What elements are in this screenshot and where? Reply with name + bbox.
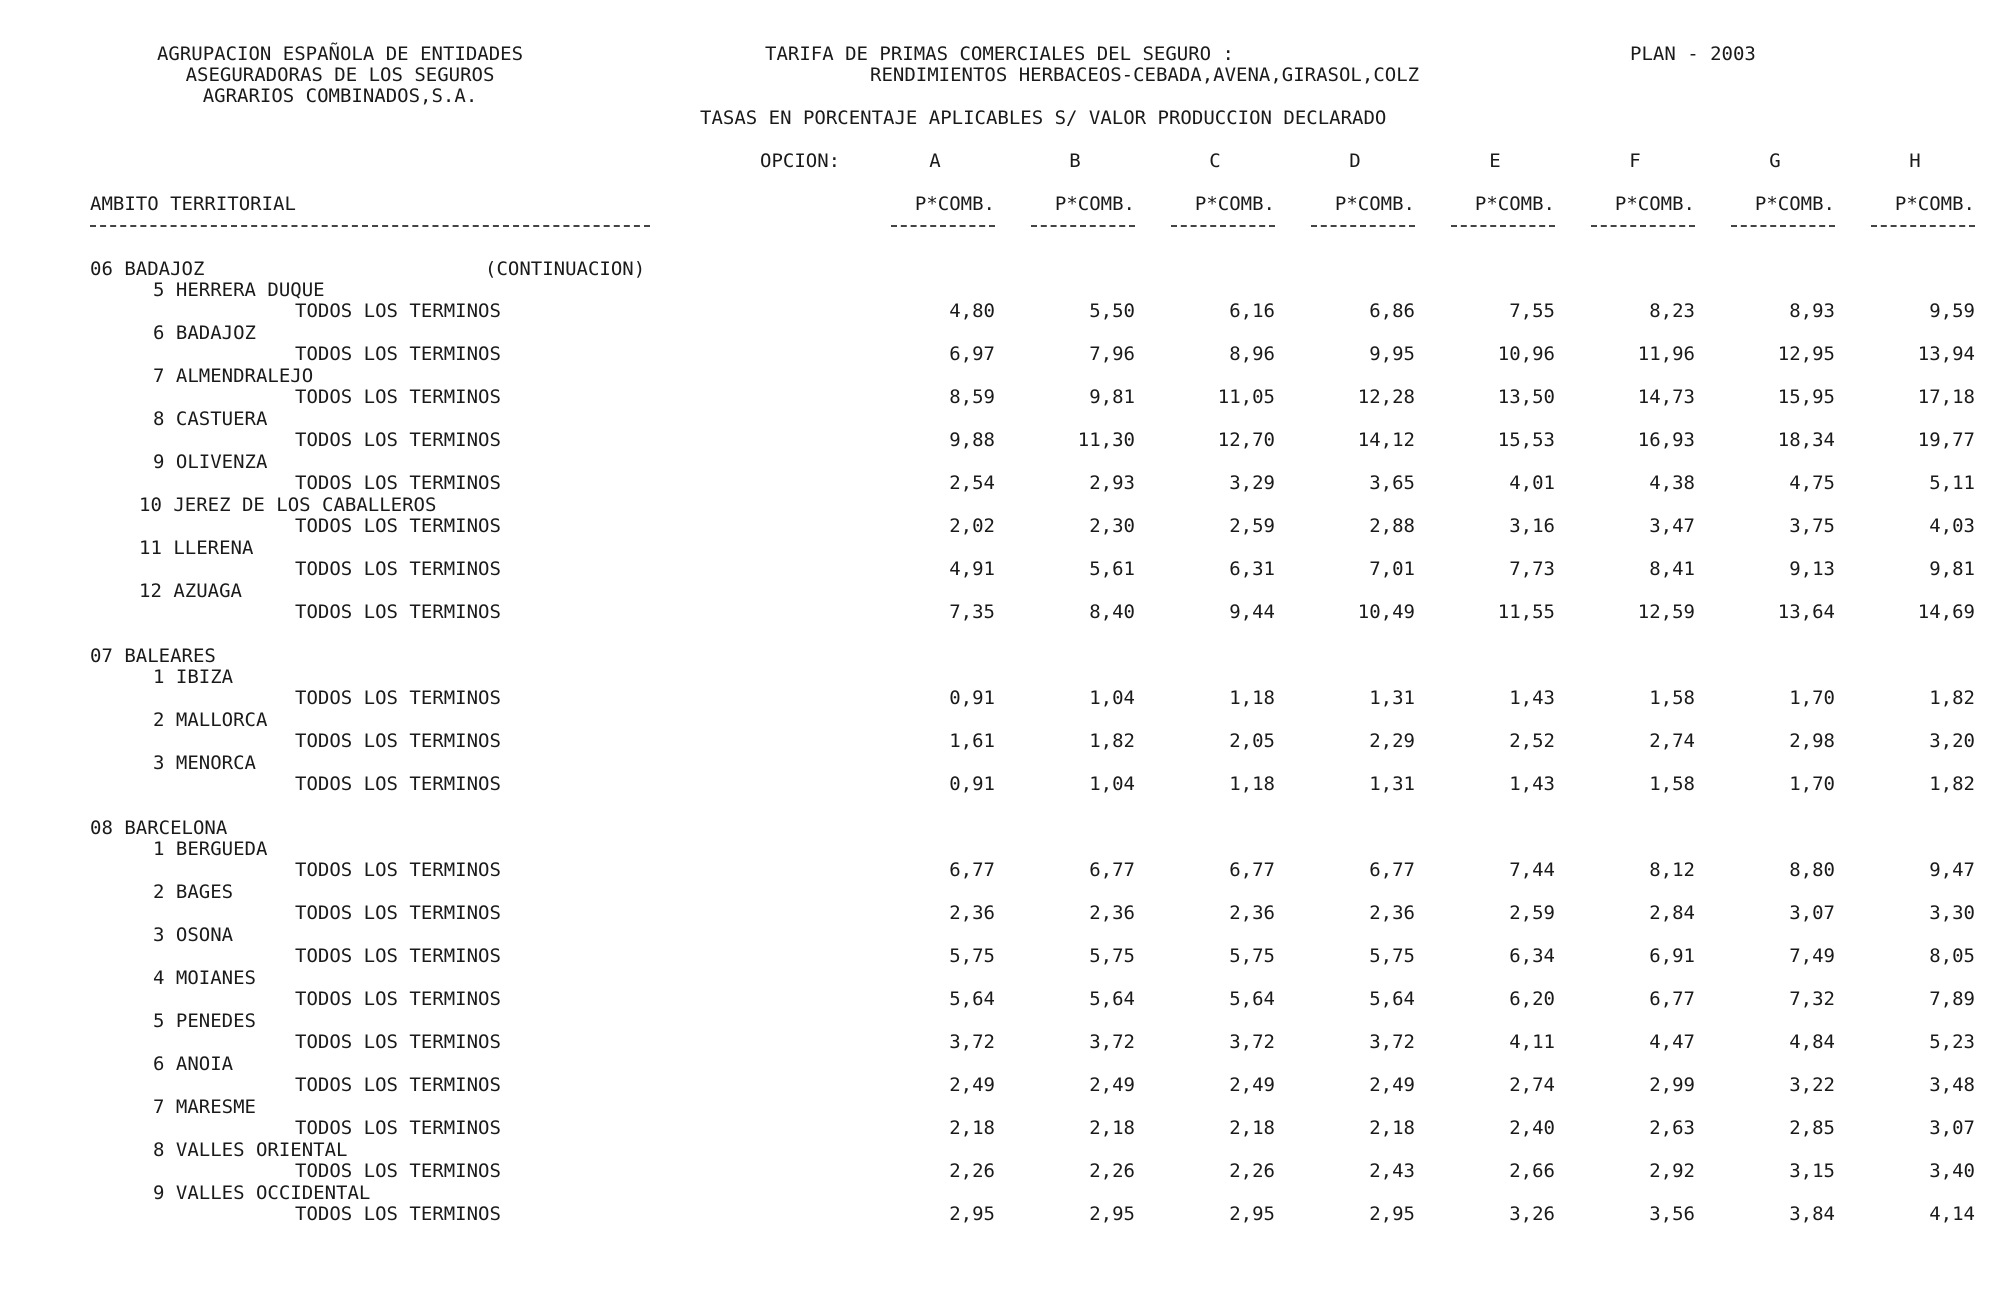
rate-value: 0,91: [949, 773, 995, 795]
tariff-subtitle: RENDIMIENTOS HERBACEOS-CEBADA,AVENA,GIRASOL,COLZ: [870, 64, 1420, 86]
rate-value: 3,72: [1089, 1031, 1135, 1053]
column-subheader: P*COMB.: [1054, 193, 1135, 215]
column-subheader: P*COMB.: [1474, 193, 1555, 215]
rate-value: 1,04: [1089, 687, 1135, 709]
rate-value: 14,69: [1917, 601, 1975, 623]
rate-value: 6,91: [1649, 945, 1695, 967]
rate-value: 3,56: [1649, 1203, 1695, 1225]
rate-value: 4,75: [1789, 472, 1835, 494]
column-letter-d: D: [1349, 150, 1361, 172]
rate-value: 4,47: [1649, 1031, 1695, 1053]
rate-value: 1,31: [1369, 687, 1415, 709]
column-letter-e: E: [1489, 150, 1501, 172]
rate-value: 1,04: [1089, 773, 1135, 795]
rate-value: 2,29: [1369, 730, 1415, 752]
term-label: TODOS LOS TERMINOS: [295, 902, 501, 924]
plan-label: PLAN - 2003: [1630, 43, 1756, 65]
column-subheader: P*COMB.: [914, 193, 995, 215]
rate-value: 9,81: [1929, 558, 1975, 580]
rate-value: 4,01: [1509, 472, 1555, 494]
rate-value: 2,63: [1649, 1117, 1695, 1139]
comarca-name: 2 MALLORCA: [153, 709, 268, 731]
rate-value: 10,96: [1497, 343, 1555, 365]
term-label: TODOS LOS TERMINOS: [295, 1160, 501, 1182]
org-line-3: AGRARIOS COMBINADOS,S.A.: [202, 85, 478, 107]
comarca-name: 9 OLIVENZA: [153, 451, 268, 473]
rate-value: 5,23: [1929, 1031, 1975, 1053]
rate-value: 6,34: [1509, 945, 1555, 967]
rate-value: 2,59: [1509, 902, 1555, 924]
term-label: TODOS LOS TERMINOS: [295, 1074, 501, 1096]
rate-value: 11,05: [1217, 386, 1275, 408]
rate-value: 1,61: [949, 730, 995, 752]
rate-value: 8,93: [1789, 300, 1835, 322]
rate-value: 3,48: [1929, 1074, 1975, 1096]
rate-value: 6,77: [1369, 859, 1415, 881]
comarca-name: 12 AZUAGA: [139, 580, 242, 602]
column-letter-b: B: [1069, 150, 1081, 172]
term-label: TODOS LOS TERMINOS: [295, 945, 501, 967]
rate-value: 2,18: [1369, 1117, 1415, 1139]
rate-value: 2,52: [1509, 730, 1555, 752]
rate-value: 8,12: [1649, 859, 1695, 881]
rate-value: 6,31: [1229, 558, 1275, 580]
rate-value: 7,55: [1509, 300, 1555, 322]
rate-value: 2,05: [1229, 730, 1275, 752]
rate-value: 2,88: [1369, 515, 1415, 537]
rate-value: 8,59: [949, 386, 995, 408]
rate-value: 4,38: [1649, 472, 1695, 494]
term-label: TODOS LOS TERMINOS: [295, 730, 501, 752]
rate-value: 3,40: [1929, 1160, 1975, 1182]
rate-value: 5,64: [1229, 988, 1275, 1010]
rate-value: 2,26: [949, 1160, 995, 1182]
column-letter-f: F: [1629, 150, 1641, 172]
comarca-name: 10 JEREZ DE LOS CABALLEROS: [139, 494, 437, 516]
term-label: TODOS LOS TERMINOS: [295, 859, 501, 881]
rate-value: 1,70: [1789, 687, 1835, 709]
rate-value: 3,72: [949, 1031, 995, 1053]
rate-value: 2,26: [1229, 1160, 1275, 1182]
rate-value: 2,59: [1229, 515, 1275, 537]
rate-value: 6,20: [1509, 988, 1555, 1010]
rate-value: 1,43: [1509, 773, 1555, 795]
rate-value: 2,18: [949, 1117, 995, 1139]
rate-value: 11,96: [1637, 343, 1695, 365]
comarca-name: 11 LLERENA: [139, 537, 254, 559]
tariff-title: TARIFA DE PRIMAS COMERCIALES DEL SEGURO :: [765, 43, 1234, 65]
rate-value: 1,82: [1929, 773, 1975, 795]
rate-value: 2,18: [1089, 1117, 1135, 1139]
term-label: TODOS LOS TERMINOS: [295, 558, 501, 580]
rate-value: 9,13: [1789, 558, 1835, 580]
rate-value: 11,55: [1497, 601, 1555, 623]
term-label: TODOS LOS TERMINOS: [295, 300, 501, 322]
column-subheader: P*COMB.: [1894, 193, 1975, 215]
rate-value: 6,86: [1369, 300, 1415, 322]
rate-value: 2,30: [1089, 515, 1135, 537]
rate-value: 15,53: [1497, 429, 1555, 451]
term-label: TODOS LOS TERMINOS: [295, 515, 501, 537]
rate-value: 7,89: [1929, 988, 1975, 1010]
rate-value: 5,75: [949, 945, 995, 967]
rate-value: 4,11: [1509, 1031, 1555, 1053]
rate-value: 6,77: [1649, 988, 1695, 1010]
rate-value: 1,31: [1369, 773, 1415, 795]
column-letter-g: G: [1769, 150, 1781, 172]
rate-value: 9,95: [1369, 343, 1415, 365]
rate-value: 2,98: [1789, 730, 1835, 752]
rate-value: 11,30: [1077, 429, 1135, 451]
rate-value: 1,18: [1229, 773, 1275, 795]
rate-value: 5,75: [1229, 945, 1275, 967]
rate-value: 2,36: [1229, 902, 1275, 924]
column-letter-a: A: [929, 150, 941, 172]
rate-value: 1,82: [1929, 687, 1975, 709]
rate-value: 7,32: [1789, 988, 1835, 1010]
column-subheader: P*COMB.: [1194, 193, 1275, 215]
rate-value: 2,43: [1369, 1160, 1415, 1182]
rate-value: 3,16: [1509, 515, 1555, 537]
rate-value: 1,58: [1649, 773, 1695, 795]
term-label: TODOS LOS TERMINOS: [295, 1031, 501, 1053]
rate-value: 3,75: [1789, 515, 1835, 537]
comarca-name: 2 BAGES: [153, 881, 234, 903]
term-label: TODOS LOS TERMINOS: [295, 988, 501, 1010]
rate-value: 18,34: [1777, 429, 1835, 451]
rate-value: 2,18: [1229, 1117, 1275, 1139]
rate-value: 7,44: [1509, 859, 1555, 881]
rate-value: 5,75: [1089, 945, 1135, 967]
term-label: TODOS LOS TERMINOS: [295, 386, 501, 408]
rate-value: 4,84: [1789, 1031, 1835, 1053]
column-subheader: P*COMB.: [1754, 193, 1835, 215]
rate-value: 5,64: [1089, 988, 1135, 1010]
rate-value: 12,59: [1637, 601, 1695, 623]
rate-value: 8,96: [1229, 343, 1275, 365]
term-label: TODOS LOS TERMINOS: [295, 1203, 501, 1225]
rate-value: 2,49: [1369, 1074, 1415, 1096]
rate-value: 8,05: [1929, 945, 1975, 967]
province-name: 06 BADAJOZ: [90, 258, 205, 280]
rate-value: 4,80: [949, 300, 995, 322]
province-name: 08 BARCELONA: [90, 817, 228, 839]
rate-value: 5,11: [1929, 472, 1975, 494]
term-label: TODOS LOS TERMINOS: [295, 343, 501, 365]
rate-value: 1,82: [1089, 730, 1135, 752]
rate-value: 3,20: [1929, 730, 1975, 752]
rate-value: 9,59: [1929, 300, 1975, 322]
rate-value: 2,74: [1649, 730, 1695, 752]
rate-value: 17,18: [1917, 386, 1975, 408]
rate-value: 1,58: [1649, 687, 1695, 709]
rate-value: 14,73: [1637, 386, 1695, 408]
rate-value: 5,61: [1089, 558, 1135, 580]
rate-value: 3,26: [1509, 1203, 1555, 1225]
comarca-name: 5 PENEDES: [153, 1010, 256, 1032]
comarca-name: 1 IBIZA: [153, 666, 234, 688]
comarca-name: 8 VALLES ORIENTAL: [153, 1139, 348, 1161]
org-line-1: AGRUPACION ESPAÑOLA DE ENTIDADES: [156, 43, 524, 65]
rate-value: 2,95: [1089, 1203, 1135, 1225]
rate-value: 9,88: [949, 429, 995, 451]
rate-value: 3,72: [1229, 1031, 1275, 1053]
rate-value: 13,50: [1497, 386, 1555, 408]
rate-value: 2,92: [1649, 1160, 1695, 1182]
comarca-name: 3 OSONA: [153, 924, 234, 946]
rate-value: 2,85: [1789, 1117, 1835, 1139]
rate-value: 4,03: [1929, 515, 1975, 537]
rate-value: 0,91: [949, 687, 995, 709]
rate-value: 2,95: [1369, 1203, 1415, 1225]
term-label: TODOS LOS TERMINOS: [295, 472, 501, 494]
rate-value: 2,36: [1369, 902, 1415, 924]
term-label: TODOS LOS TERMINOS: [295, 601, 501, 623]
rate-value: 12,28: [1357, 386, 1415, 408]
province-note: (CONTINUACION): [485, 258, 646, 280]
rate-value: 2,26: [1089, 1160, 1135, 1182]
rate-value: 9,44: [1229, 601, 1275, 623]
rate-value: 5,64: [1369, 988, 1415, 1010]
rate-value: 2,74: [1509, 1074, 1555, 1096]
comarca-name: 9 VALLES OCCIDENTAL: [153, 1182, 371, 1204]
rate-value: 7,01: [1369, 558, 1415, 580]
rate-value: 2,99: [1649, 1074, 1695, 1096]
rate-value: 5,64: [949, 988, 995, 1010]
rate-value: 6,77: [949, 859, 995, 881]
rate-value: 19,77: [1917, 429, 1975, 451]
rate-value: 2,66: [1509, 1160, 1555, 1182]
rate-value: 3,72: [1369, 1031, 1415, 1053]
comarca-name: 6 ANOIA: [153, 1053, 234, 1075]
comarca-name: 1 BERGUEDA: [153, 838, 268, 860]
scope-label: AMBITO TERRITORIAL: [90, 193, 296, 215]
rate-value: 6,97: [949, 343, 995, 365]
rate-value: 2,40: [1509, 1117, 1555, 1139]
term-label: TODOS LOS TERMINOS: [295, 1117, 501, 1139]
rate-value: 4,91: [949, 558, 995, 580]
rate-value: 2,93: [1089, 472, 1135, 494]
comarca-name: 8 CASTUERA: [153, 408, 268, 430]
rate-value: 1,43: [1509, 687, 1555, 709]
rate-value: 2,02: [949, 515, 995, 537]
comarca-name: 3 MENORCA: [153, 752, 256, 774]
rate-value: 7,49: [1789, 945, 1835, 967]
rate-value: 5,75: [1369, 945, 1415, 967]
column-letter-c: C: [1209, 150, 1221, 172]
comarca-name: 6 BADAJOZ: [153, 322, 256, 344]
rate-value: 8,23: [1649, 300, 1695, 322]
rate-value: 8,40: [1089, 601, 1135, 623]
rate-value: 14,12: [1357, 429, 1415, 451]
column-letter-h: H: [1909, 150, 1921, 172]
comarca-name: 7 MARESME: [153, 1096, 256, 1118]
province-name: 07 BALEARES: [90, 645, 216, 667]
rate-value: 6,77: [1229, 859, 1275, 881]
org-line-2: ASEGURADORAS DE LOS SEGUROS: [185, 64, 495, 86]
rate-value: 4,14: [1929, 1203, 1975, 1225]
term-label: TODOS LOS TERMINOS: [295, 429, 501, 451]
rate-value: 10,49: [1357, 601, 1415, 623]
rate-value: 3,07: [1789, 902, 1835, 924]
rate-value: 2,49: [1089, 1074, 1135, 1096]
comarca-name: 4 MOIANES: [153, 967, 256, 989]
rates-note: TASAS EN PORCENTAJE APLICABLES S/ VALOR PRODUCCION DECLARADO: [700, 107, 1387, 129]
rate-value: 3,30: [1929, 902, 1975, 924]
rate-value: 1,18: [1229, 687, 1275, 709]
rate-value: 3,22: [1789, 1074, 1835, 1096]
rate-value: 7,96: [1089, 343, 1135, 365]
column-subheader: P*COMB.: [1614, 193, 1695, 215]
rate-value: 2,95: [949, 1203, 995, 1225]
rate-value: 1,70: [1789, 773, 1835, 795]
rate-value: 12,95: [1777, 343, 1835, 365]
rate-value: 3,65: [1369, 472, 1415, 494]
rate-value: 13,94: [1917, 343, 1975, 365]
rate-value: 3,15: [1789, 1160, 1835, 1182]
rate-value: 12,70: [1217, 429, 1275, 451]
column-subheader: P*COMB.: [1334, 193, 1415, 215]
rate-value: 16,93: [1637, 429, 1695, 451]
rate-value: 8,80: [1789, 859, 1835, 881]
comarca-name: 5 HERRERA DUQUE: [153, 279, 325, 301]
rate-value: 3,47: [1649, 515, 1695, 537]
rate-value: 5,50: [1089, 300, 1135, 322]
rate-value: 7,35: [949, 601, 995, 623]
comarca-name: 7 ALMENDRALEJO: [153, 365, 314, 387]
rate-value: 2,49: [1229, 1074, 1275, 1096]
rate-value: 2,36: [949, 902, 995, 924]
rate-value: 8,41: [1649, 558, 1695, 580]
rate-value: 2,36: [1089, 902, 1135, 924]
rate-value: 9,47: [1929, 859, 1975, 881]
rate-value: 3,29: [1229, 472, 1275, 494]
rate-value: 2,49: [949, 1074, 995, 1096]
term-label: TODOS LOS TERMINOS: [295, 687, 501, 709]
rate-value: 15,95: [1777, 386, 1835, 408]
rate-value: 2,95: [1229, 1203, 1275, 1225]
rate-value: 3,07: [1929, 1117, 1975, 1139]
rate-value: 13,64: [1777, 601, 1835, 623]
term-label: TODOS LOS TERMINOS: [295, 773, 501, 795]
rate-value: 2,54: [949, 472, 995, 494]
rate-value: 7,73: [1509, 558, 1555, 580]
rate-value: 2,84: [1649, 902, 1695, 924]
rate-value: 3,84: [1789, 1203, 1835, 1225]
option-label: OPCION:: [760, 150, 841, 172]
rate-value: 6,16: [1229, 300, 1275, 322]
rate-value: 6,77: [1089, 859, 1135, 881]
rate-value: 9,81: [1089, 386, 1135, 408]
